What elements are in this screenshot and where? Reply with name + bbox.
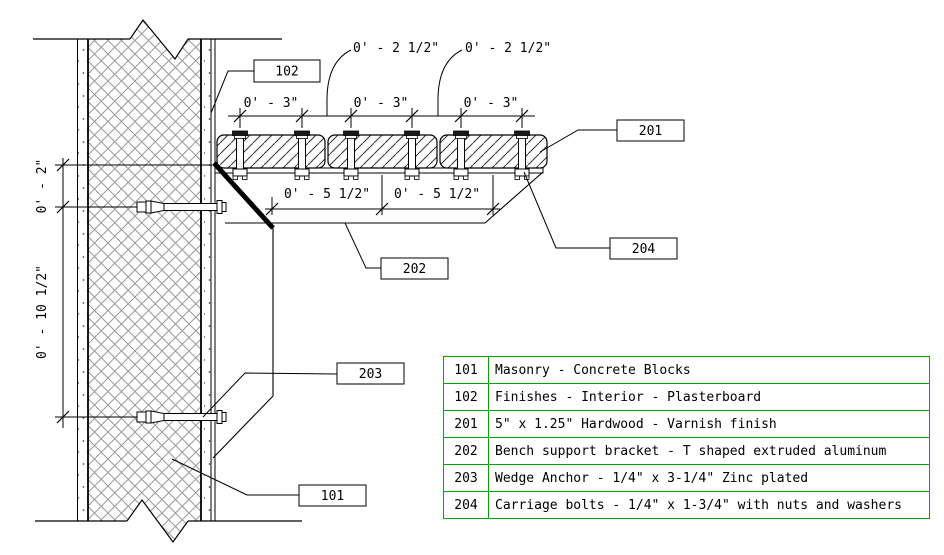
legend-desc: Bench support bracket - T shaped extruded aluminum (489, 438, 930, 465)
masonry-hatch (88, 20, 201, 542)
legend-code: 101 (444, 357, 489, 384)
dim-10half: 0' - 10 1/2" (35, 265, 50, 359)
plank-2 (328, 135, 437, 168)
tag-203: 203 (358, 367, 383, 382)
dim-2half-2: 0' - 2 1/2" (465, 41, 552, 56)
tag-202: 202 (402, 262, 427, 277)
tag-101: 101 (320, 489, 345, 504)
legend-row (444, 438, 930, 465)
dimension-top (228, 41, 551, 128)
dim-3in-1: 0' - 3" (243, 96, 299, 111)
dim-3in-2: 0' - 3" (353, 96, 409, 111)
tag-204: 204 (631, 242, 656, 257)
tag-201: 201 (638, 124, 663, 139)
bracket-plate (215, 168, 543, 173)
legend-row (444, 384, 930, 411)
legend-row (444, 492, 930, 519)
legend-code: 203 (444, 465, 489, 492)
legend-row (444, 357, 930, 384)
dim-3in-3: 0' - 3" (463, 96, 519, 111)
legend-desc: Masonry - Concrete Blocks (489, 357, 930, 384)
stipple-layer-right (201, 39, 211, 521)
legend-code: 204 (444, 492, 489, 519)
legend-code: 102 (444, 384, 489, 411)
legend-row (444, 465, 930, 492)
legend-desc: Finishes - Interior - Plasterboard (489, 384, 930, 411)
legend-code: 202 (444, 438, 489, 465)
keynote-legend-table (443, 356, 930, 519)
plank-1 (217, 135, 325, 168)
legend-desc: Carriage bolts - 1/4" x 1-3/4" with nuts and washers (489, 492, 930, 519)
legend-desc: Wedge Anchor - 1/4" x 3-1/4" Zinc plated (489, 465, 930, 492)
stipple-layer-left (78, 39, 89, 521)
dimension-bottom (265, 175, 500, 215)
dim-5half-1: 0' - 5 1/2" (283, 187, 371, 202)
dim-2in: 0' - 2" (35, 158, 50, 214)
legend-row (444, 411, 930, 438)
tag-102: 102 (275, 64, 299, 80)
legend-code: 201 (444, 411, 489, 438)
dim-5half-2: 0' - 5 1/2" (393, 187, 481, 202)
plank-3 (440, 135, 547, 168)
dim-2half-1: 0' - 2 1/2" (353, 41, 440, 56)
legend-desc: 5" x 1.25" Hardwood - Varnish finish (489, 411, 930, 438)
